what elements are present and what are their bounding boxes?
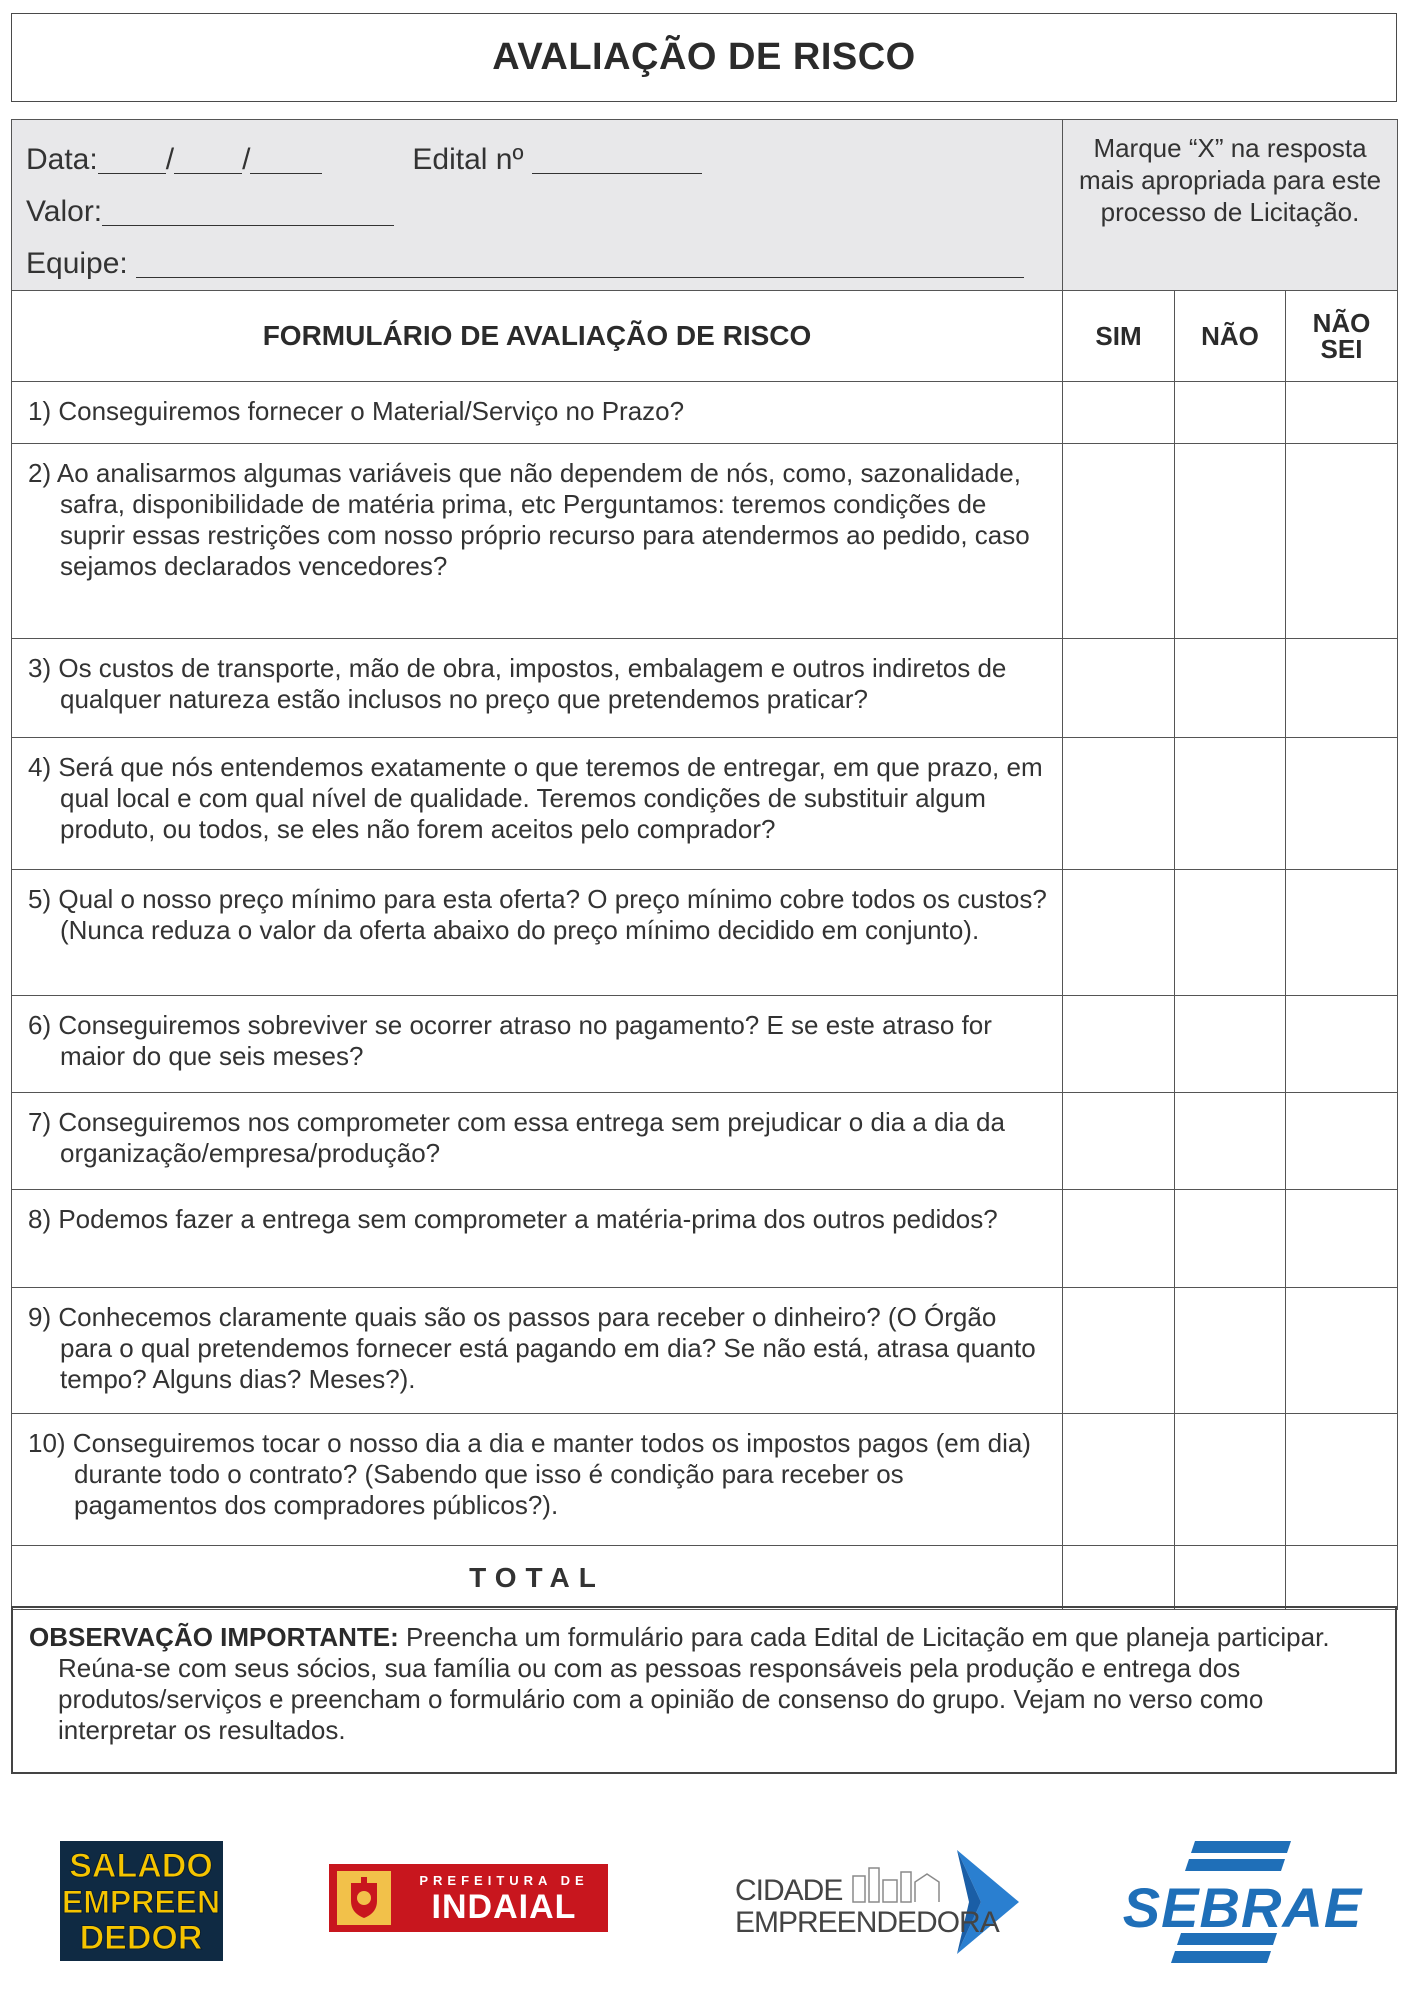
sala-logo-line-3: DEDOR: [79, 1919, 203, 1957]
answer-nao[interactable]: [1175, 444, 1286, 639]
answer-nao[interactable]: [1175, 639, 1286, 738]
question-cell: [12, 996, 1063, 1093]
question-row: [12, 996, 1398, 1093]
data-year-field[interactable]: [250, 147, 322, 174]
answer-nao-sei[interactable]: [1286, 1093, 1398, 1190]
question-text: 2) Ao analisarmos algumas variáveis que não dependem de nós, como, sazonalidade, safra, disponibilidade de matéria prima, etc Perguntamos: teremos condições de suprir essas restrições com nosso próprio recurso para atendermos ao pedido, caso sejamos declarados vencedores?: [28, 458, 1030, 581]
answer-sim[interactable]: [1063, 1190, 1175, 1288]
total-nao[interactable]: [1175, 1546, 1286, 1610]
cidade-text-1: CIDADE: [735, 1874, 843, 1907]
answer-nao-sei[interactable]: [1286, 1414, 1398, 1546]
answer-nao[interactable]: [1175, 1190, 1286, 1288]
question-cell: [12, 738, 1063, 870]
valor-field[interactable]: [102, 199, 394, 226]
data-day-field[interactable]: [98, 147, 166, 174]
edital-label: Edital nº: [412, 143, 524, 176]
question-row: [12, 1414, 1398, 1546]
answer-sim[interactable]: [1063, 1288, 1175, 1414]
prefeitura-small-text: PREFEITURA DE: [419, 1873, 589, 1888]
question-cell: [12, 444, 1063, 639]
answer-nao[interactable]: [1175, 996, 1286, 1093]
question-row: [12, 1093, 1398, 1190]
answer-sim[interactable]: [1063, 738, 1175, 870]
answer-nao[interactable]: [1175, 1288, 1286, 1414]
sala-logo-graphic: [60, 1841, 223, 1961]
answer-sim[interactable]: [1063, 1414, 1175, 1546]
nao-sei-header: NÃO SEI: [1286, 291, 1398, 382]
answer-sim[interactable]: [1063, 444, 1175, 639]
answer-nao-sei[interactable]: [1286, 870, 1398, 996]
observation-box: [11, 1606, 1397, 1774]
sala-do-empreendedor-logo: [60, 1841, 223, 1961]
sala-logo-line-1: SALADO: [69, 1847, 213, 1885]
question-cell: [12, 1288, 1063, 1414]
data-label: Data:: [26, 143, 98, 176]
answer-nao-sei[interactable]: [1286, 738, 1398, 870]
sebrae-logo: [1115, 1841, 1370, 1963]
edital-field[interactable]: [532, 147, 702, 174]
data-line: Data: / / Edital nº: [26, 134, 1048, 186]
question-text: 3) Os custos de transporte, mão de obra, impostos, embalagem e outros indiretos de qualquer natureza estão inclusos no preço que pretendemos praticar?: [28, 653, 1007, 714]
answer-sim[interactable]: [1063, 1093, 1175, 1190]
question-cell: [12, 639, 1063, 738]
answer-nao-sei[interactable]: [1286, 444, 1398, 639]
nao-header: NÃO: [1175, 291, 1286, 382]
equipe-field[interactable]: [136, 251, 1024, 278]
answer-nao-sei[interactable]: [1286, 1190, 1398, 1288]
answer-nao[interactable]: [1175, 382, 1286, 444]
sim-header: SIM: [1063, 291, 1175, 382]
answer-nao-sei[interactable]: [1286, 1288, 1398, 1414]
equipe-label: Equipe:: [26, 247, 128, 280]
prefeitura-big-text: INDAIAL: [431, 1888, 577, 1926]
total-row: [12, 1546, 1398, 1610]
answer-nao[interactable]: [1175, 738, 1286, 870]
header-row: [12, 120, 1398, 291]
question-text: 8) Podemos fazer a entrega sem comprometer a matéria-prima dos outros pedidos?: [28, 1204, 998, 1234]
observation-text: [29, 1622, 1377, 1746]
data-month-field[interactable]: [174, 147, 242, 174]
column-header-row: [12, 291, 1398, 382]
cidade-empreendedora-logo: [735, 1846, 1020, 1958]
question-cell: [12, 382, 1063, 444]
question-row: [12, 1190, 1398, 1288]
question-text: 4) Será que nós entendemos exatamente o que teremos de entregar, em que prazo, em qual local e com qual nível de qualidade. Teremos condições de substituir algum produto, ou todos, se eles não forem aceitos pelo comprador?: [28, 752, 1043, 844]
question-row: [12, 382, 1398, 444]
question-row: [12, 870, 1398, 996]
answer-sim[interactable]: [1063, 382, 1175, 444]
question-row: [12, 444, 1398, 639]
question-text: 6) Conseguiremos sobreviver se ocorrer atraso no pagamento? E se este atraso for maior do que seis meses?: [28, 1010, 992, 1071]
question-cell: [12, 870, 1063, 996]
question-cell: [12, 1093, 1063, 1190]
sebrae-wordmark: SEBRAE: [1122, 1876, 1363, 1939]
page-title: AVALIAÇÃO DE RISCO: [492, 36, 916, 78]
question-text: 7) Conseguiremos nos comprometer com essa entrega sem prejudicar o dia a dia da organização/empresa/produção?: [28, 1107, 1005, 1168]
question-text: 5) Qual o nosso preço mínimo para esta oferta? O preço mínimo cobre todos os custos? (Nunca reduza o valor da oferta abaixo do preço mínimo decidido em conjunto).: [28, 884, 1047, 945]
total-nao-sei[interactable]: [1286, 1546, 1398, 1610]
risk-form-table: [11, 119, 1398, 1610]
equipe-line: [26, 238, 1048, 290]
question-cell: [12, 1414, 1063, 1546]
answer-nao[interactable]: [1175, 1414, 1286, 1546]
total-label: TOTAL: [12, 1546, 1063, 1610]
question-cell: [12, 1190, 1063, 1288]
valor-line: [26, 186, 1048, 238]
answer-sim[interactable]: [1063, 639, 1175, 738]
title-box: [11, 13, 1397, 102]
answer-nao-sei[interactable]: [1286, 639, 1398, 738]
question-text: 10) Conseguiremos tocar o nosso dia a dia e manter todos os impostos pagos (em dia) durante todo o contrato? (Sabendo que isso é condição para receber os pagamentos dos compradores públicos?).: [28, 1428, 1031, 1520]
answer-nao[interactable]: [1175, 1093, 1286, 1190]
cidade-text-2: EMPREENDEDORA: [735, 1906, 999, 1939]
prefeitura-indaial-logo: [329, 1864, 608, 1932]
question-text: 1) Conseguiremos fornecer o Material/Serviço no Prazo?: [28, 396, 685, 426]
question-row: [12, 1288, 1398, 1414]
coat-of-arms-icon: [337, 1871, 391, 1925]
answer-nao[interactable]: [1175, 870, 1286, 996]
answer-nao-sei[interactable]: [1286, 996, 1398, 1093]
instruction-text: Marque “X” na resposta mais apropriada para este processo de Licitação.: [1063, 120, 1398, 291]
valor-label: Valor:: [26, 195, 103, 228]
question-row: [12, 738, 1398, 870]
total-sim[interactable]: [1063, 1546, 1175, 1610]
question-text: 9) Conhecemos claramente quais são os passos para receber o dinheiro? (O Órgão para o qual pretendemos fornecer está pagando em dia? Se não está, atrasa quanto tempo? Alguns dias? Meses?).: [28, 1302, 1036, 1394]
observation-label: OBSERVAÇÃO IMPORTANTE:: [29, 1622, 399, 1652]
observation-body: Preencha um formulário para cada Edital de Licitação em que planeja participar. Reúna-se com seus sócios, sua família ou com as pessoas responsáveis pela produção e entrega dos produtos/serviços e preencham o formulário com a opinião de consenso do grupo. Vejam no verso como interpretar os resultados.: [58, 1622, 1330, 1745]
answer-nao-sei[interactable]: [1286, 382, 1398, 444]
answer-sim[interactable]: [1063, 996, 1175, 1093]
header-fields: [12, 120, 1063, 291]
form-title: FORMULÁRIO DE AVALIAÇÃO DE RISCO: [12, 291, 1063, 382]
question-row: [12, 639, 1398, 738]
answer-sim[interactable]: [1063, 870, 1175, 996]
sala-logo-line-2: EMPREEN: [61, 1884, 221, 1920]
